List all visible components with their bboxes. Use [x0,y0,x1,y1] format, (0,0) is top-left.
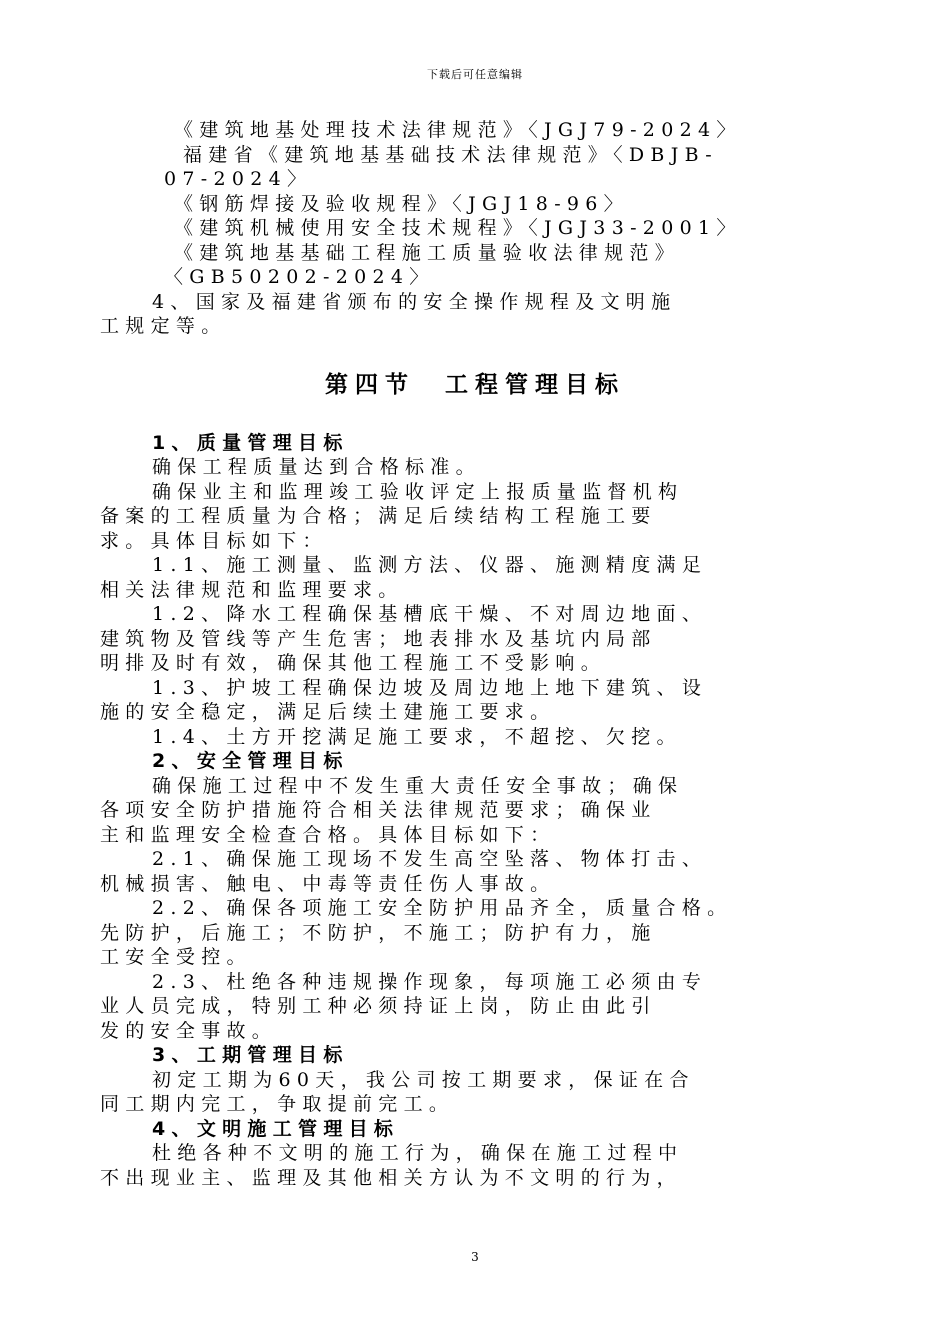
paragraph-line: 确保业主和监理竣工验收评定上报质量监督机构 [152,480,684,503]
reference-line: 《钢筋焊接及验收规程》〈JGJ18-96〉 [174,192,629,215]
paragraph-line: 工安全受控。 [100,946,252,968]
page-body [100,118,850,1190]
reference-line: 《建筑机械使用安全技术规程》〈JGJ33-2001〉 [174,217,742,239]
subsection-heading-civil: 4、文明施工管理目标 [152,1117,400,1140]
paragraph-line: 杜绝各种不文明的施工行为，确保在施工过程中 [152,1142,684,1164]
paragraph-line: 同工期内完工，争取提前完工。 [100,1093,455,1115]
paragraph-line: 机械损害、触电、中毒等责任伤人事故。 [100,872,556,895]
section-title: 第四节 工程管理目标 [325,371,625,398]
page-number: 3 [471,1250,479,1264]
paragraph-line: 1.1、施工测量、监测方法、仪器、施测精度满足 [152,554,708,576]
reference-line: 《建筑地基基础工程施工质量验收法律规范》 [174,241,681,264]
paragraph-line: 1.4、土方开挖满足施工要求，不超挖、欠挖。 [152,725,682,748]
paragraph-line: 4、国家及福建省颁布的安全操作规程及文明施 [152,290,677,313]
paragraph-line: 备案的工程质量为合格；满足后续结构工程施工要 [100,505,657,527]
paragraph-line: 2.3、杜绝各种违规操作现象，每项施工必须由专 [152,970,708,993]
reference-line: 福建省《建筑地基基础技术法律规范》〈DBJB- [183,143,718,166]
reference-line: 〈GB50202-2024〉 [164,266,435,288]
page-header: 下载后可任意编辑 [427,68,523,81]
reference-line: 《建筑地基处理技术法律规范》〈JGJ79-2024〉 [174,119,742,141]
paragraph-line: 工规定等。 [100,315,227,337]
paragraph-line: 主和监理安全检查合格。具体目标如下： [100,823,556,846]
paragraph-line: 先防护，后施工；不防护，不施工；防护有力，施 [100,921,657,944]
paragraph-line: 业人员完成，特别工种必须持证上岗，防止由此引 [100,995,657,1017]
paragraph-line: 明排及时有效，确保其他工程施工不受影响。 [100,652,607,674]
subsection-heading-safety: 2、安全管理目标 [152,750,349,772]
paragraph-line: 确保工程质量达到合格标准。 [152,456,481,478]
subsection-heading-quality: 1、质量管理目标 [152,431,349,454]
reference-line: 07-2024〉 [164,168,313,190]
paragraph-line: 相关法律规范和监理要求。 [100,578,404,601]
paragraph-line: 建筑物及管线等产生危害；地表排水及基坑内局部 [100,627,657,650]
paragraph-line: 2.1、确保施工现场不发生高空坠落、物体打击、 [152,848,708,870]
paragraph-line: 不出现业主、监理及其他相关方认为不文明的行为， [100,1166,682,1189]
paragraph-line: 1.2、降水工程确保基槽底干燥、不对周边地面、 [152,603,708,625]
paragraph-line: 各项安全防护措施符合相关法律规范要求；确保业 [100,799,657,821]
paragraph-line: 发的安全事故。 [100,1019,278,1042]
paragraph-line: 2.2、确保各项施工安全防护用品齐全，质量合格。 [152,897,733,919]
paragraph-line: 求。具体目标如下： [100,529,328,552]
paragraph-line: 初定工期为60天，我公司按工期要求，保证在合 [152,1068,695,1091]
paragraph-line: 施的安全稳定，满足后续土建施工要求。 [100,701,556,723]
paragraph-line: 确保施工过程中不发生重大责任安全事故；确保 [152,774,684,797]
paragraph-line: 1.3、护坡工程确保边坡及周边地上地下建筑、设 [152,676,708,699]
subsection-heading-schedule: 3、工期管理目标 [152,1044,349,1066]
